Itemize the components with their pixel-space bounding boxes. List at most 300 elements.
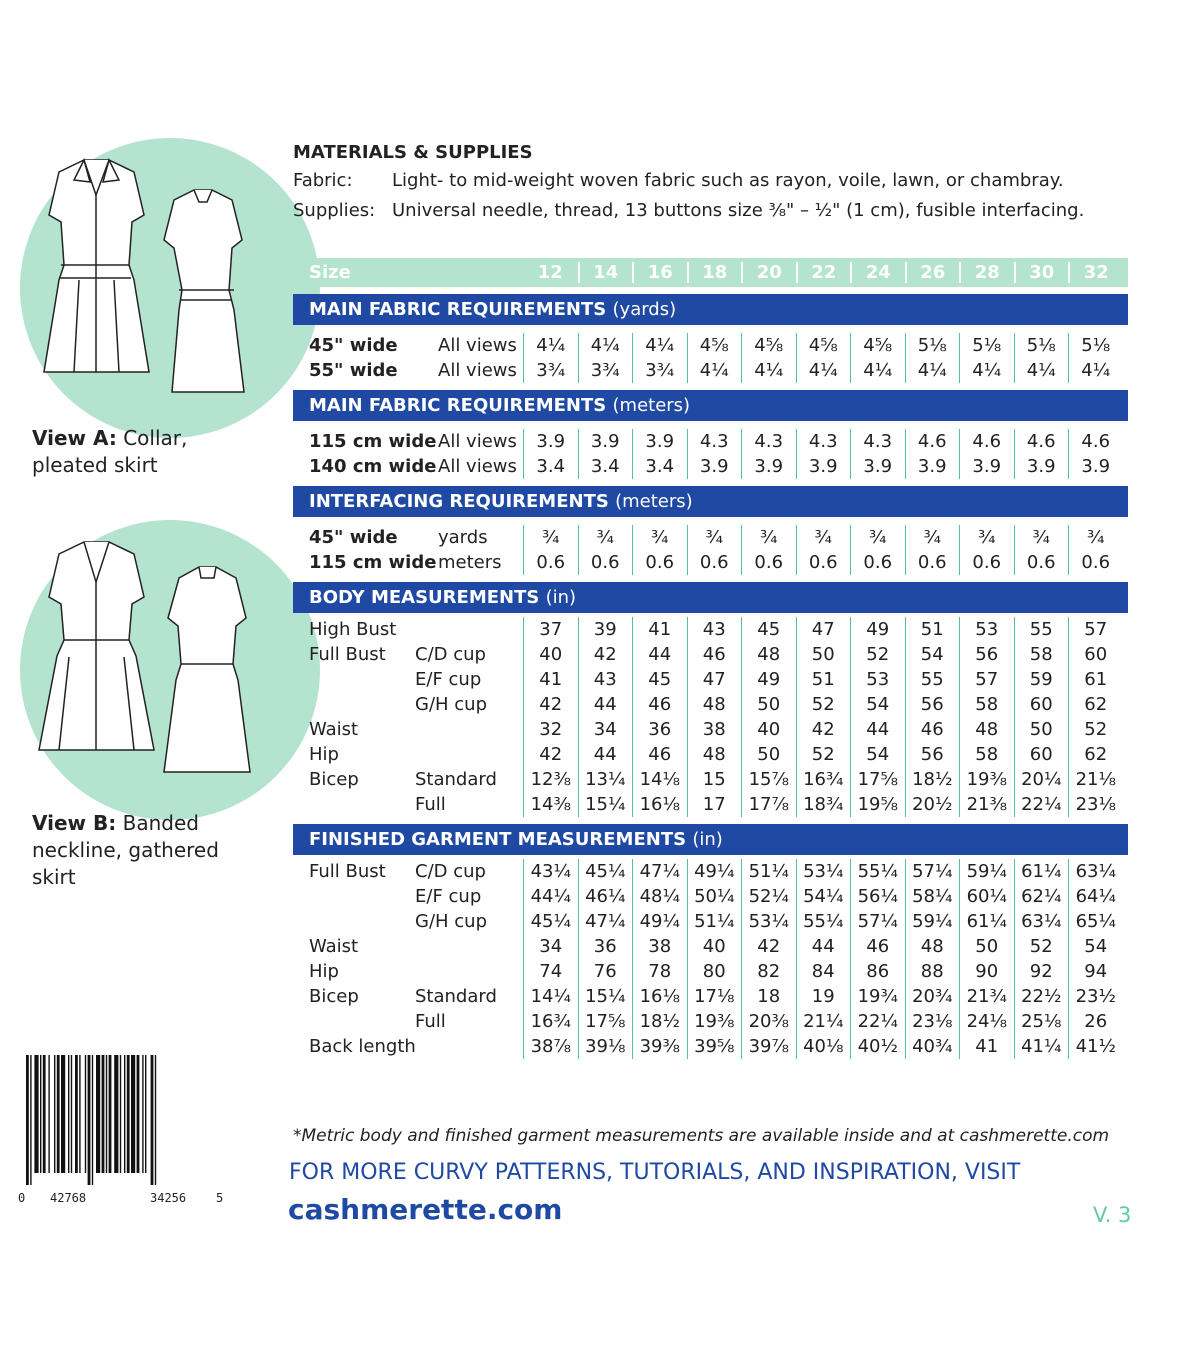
table-cell: ¾ [542, 527, 560, 548]
size-column [741, 429, 796, 479]
table-cell: 17⅞ [748, 794, 789, 815]
table-cell: 4⅝ [863, 335, 893, 356]
table-cell: 20¼ [1021, 769, 1062, 790]
table-cell: ¾ [1032, 527, 1050, 548]
barcode-bar [151, 1055, 154, 1185]
table-cell: 22¼ [857, 1011, 898, 1032]
table-cell: 53¼ [748, 911, 789, 932]
table-cell: 45 [757, 619, 781, 640]
table-cell: 62 [1084, 694, 1108, 715]
size-column [850, 429, 905, 479]
size-column [850, 525, 905, 575]
section-body [293, 421, 1128, 479]
table-cell: 39 [593, 619, 617, 640]
table-cell: 49¼ [639, 911, 680, 932]
table-cell: 55¼ [857, 861, 898, 882]
barcode-bar [120, 1055, 121, 1173]
materials-section [293, 140, 1153, 226]
table-cell: 4¼ [590, 335, 620, 356]
table-cell: 17 [702, 794, 726, 815]
row-label-sub: Standard [415, 986, 497, 1007]
table-cell: 51¼ [694, 911, 735, 932]
table-cell: 52 [1084, 719, 1108, 740]
size-column [1014, 429, 1069, 479]
table-cell: 82 [757, 961, 781, 982]
row-label-main: Hip [309, 744, 339, 765]
table-cell: 3.9 [1026, 456, 1056, 477]
barcode-bar [61, 1055, 65, 1173]
table-cell: 48 [702, 694, 726, 715]
section-title: INTERFACING REQUIREMENTS [309, 491, 609, 512]
table-cell: 42 [593, 644, 617, 665]
table-cell: 4.3 [754, 431, 784, 452]
table-cell: 4¼ [917, 360, 947, 381]
row-label-main: 140 cm wide [309, 456, 437, 477]
row-label [293, 792, 523, 817]
size-column [632, 859, 687, 1059]
row-labels [293, 525, 523, 575]
table-cell: 52 [811, 694, 835, 715]
barcode-bar [102, 1055, 105, 1173]
row-label-sub: Standard [415, 769, 497, 790]
table-cell: 3.9 [972, 456, 1002, 477]
table-cell: 55¼ [803, 911, 844, 932]
barcode-bar [145, 1055, 146, 1173]
row-label-main: 55" wide [309, 360, 398, 381]
size-column [741, 525, 796, 575]
row-label [293, 884, 523, 909]
row-label [293, 1034, 523, 1059]
table-cell: 40⅛ [803, 1036, 844, 1057]
table-cell: 39⅜ [639, 1036, 680, 1057]
section-body [293, 613, 1128, 817]
row-label-sub: E/F cup [415, 886, 482, 907]
section-unit: (meters) [615, 491, 693, 512]
row-label-main: 45" wide [309, 335, 398, 356]
table-cell: 14⅛ [639, 769, 680, 790]
table-cell: 3¾ [590, 360, 620, 381]
table-cell: 55 [920, 669, 944, 690]
table-cell: 59 [1029, 669, 1053, 690]
size-column [1068, 429, 1123, 479]
size-header-cell: 32 [1068, 262, 1123, 283]
table-cell: 49 [757, 669, 781, 690]
row-label-sub: yards [438, 527, 488, 548]
table-cell: 46 [648, 694, 672, 715]
table-cell: 62 [1084, 744, 1108, 765]
size-column [578, 429, 633, 479]
table-cell: 53 [866, 669, 890, 690]
table-cell: 80 [702, 961, 726, 982]
size-header-cell: 22 [796, 262, 851, 283]
table-cell: 56 [920, 694, 944, 715]
table-cell: 3¾ [536, 360, 566, 381]
row-label [293, 550, 523, 575]
table-cell: 50 [811, 644, 835, 665]
table-cell: 59¼ [966, 861, 1007, 882]
size-column [632, 617, 687, 817]
table-cell: 38 [648, 936, 672, 957]
table-cell: 54 [1084, 936, 1108, 957]
table-cell: 41½ [1075, 1036, 1116, 1057]
table-cell: ¾ [814, 527, 832, 548]
row-labels [293, 617, 523, 817]
table-cell: 23⅛ [912, 1011, 953, 1032]
barcode-bar [155, 1055, 156, 1185]
table-cell: 42 [811, 719, 835, 740]
table-cell: 88 [920, 961, 944, 982]
table-cell: 25⅛ [1021, 1011, 1062, 1032]
row-label-sub: meters [438, 552, 502, 573]
metric-footnote: *Metric body and finished garment measurements are available inside and at cashmerette.com [293, 1126, 1110, 1146]
table-cell: 15¼ [585, 794, 626, 815]
table-cell: 74 [539, 961, 563, 982]
size-column [741, 859, 796, 1059]
table-cell: 61¼ [966, 911, 1007, 932]
size-column [959, 429, 1014, 479]
size-column [523, 859, 578, 1059]
row-labels [293, 429, 523, 479]
view-b-caption [32, 810, 232, 891]
materials-supplies-row [293, 196, 1153, 226]
website-link[interactable]: cashmerette.com [288, 1193, 563, 1226]
table-cell: ¾ [923, 527, 941, 548]
table-cell: 41¼ [1021, 1036, 1062, 1057]
section-title: FINISHED GARMENT MEASUREMENTS [309, 829, 687, 850]
table-cell: 38 [702, 719, 726, 740]
table-cell: 4¼ [808, 360, 838, 381]
size-header-cell: 18 [687, 262, 742, 283]
size-column [1068, 525, 1123, 575]
table-cell: 0.6 [917, 552, 947, 573]
table-cell: 49 [866, 619, 890, 640]
table-cell: 55 [1029, 619, 1053, 640]
table-cell: 61¼ [1021, 861, 1062, 882]
table-cell: 0.6 [754, 552, 784, 573]
table-cell: 44 [866, 719, 890, 740]
barcode-bar [131, 1055, 135, 1173]
size-column [1014, 617, 1069, 817]
row-label-main: Bicep [309, 769, 359, 790]
fabric-text: Light- to mid-weight woven fabric such as rayon, voile, lawn, or chambray. [392, 170, 1064, 191]
size-column [632, 333, 687, 383]
section-title: MAIN FABRIC REQUIREMENTS [309, 299, 607, 320]
table-cell: 26 [1084, 1011, 1108, 1032]
table-cell: 39⅞ [748, 1036, 789, 1057]
barcode-bar [124, 1055, 125, 1173]
barcode-bar [68, 1055, 69, 1173]
size-column [523, 429, 578, 479]
size-column [1014, 333, 1069, 383]
table-cell: 21¾ [966, 986, 1007, 1007]
table-cell: 20¾ [912, 986, 953, 1007]
row-label [293, 859, 523, 884]
table-cell: 16⅛ [639, 986, 680, 1007]
table-cell: 4¼ [699, 360, 729, 381]
size-column [905, 859, 960, 1059]
size-column [523, 617, 578, 817]
table-cell: 5⅛ [1026, 335, 1056, 356]
table-cell: 3.9 [754, 456, 784, 477]
table-cell: 42 [539, 694, 563, 715]
table-cell: 23⅛ [1075, 794, 1116, 815]
barcode-bar [48, 1055, 49, 1173]
table-cell: 53¼ [803, 861, 844, 882]
size-column [1014, 525, 1069, 575]
table-cell: 21¼ [803, 1011, 844, 1032]
size-header-label: Size [309, 262, 351, 283]
table-cell: 0.6 [972, 552, 1002, 573]
row-label-main [293, 667, 309, 692]
table-cell: 46¼ [585, 886, 626, 907]
table-cell: 53 [975, 619, 999, 640]
table-cell: 4.3 [863, 431, 893, 452]
section-header [293, 824, 1128, 855]
size-column [796, 525, 851, 575]
table-cell: 38⅞ [530, 1036, 571, 1057]
size-column [687, 617, 742, 817]
row-label [293, 429, 523, 454]
size-header-cell: 20 [741, 262, 796, 283]
table-cell: 12⅜ [530, 769, 571, 790]
barcode-bar [106, 1055, 107, 1173]
table-cell: 20½ [912, 794, 953, 815]
section-header [293, 294, 1128, 325]
barcode-bar [88, 1055, 91, 1185]
row-label [293, 767, 523, 792]
table-cell: 4¼ [972, 360, 1002, 381]
size-header-cell: 26 [905, 262, 960, 283]
row-label-sub: G/H cup [415, 694, 487, 715]
table-cell: 4⅝ [754, 335, 784, 356]
table-cell: 44¼ [530, 886, 571, 907]
row-labels [293, 333, 523, 383]
row-label [293, 333, 523, 358]
barcode-digits-left: 42768 [50, 1191, 87, 1205]
table-cell: 48¼ [639, 886, 680, 907]
table-cell: 65¼ [1075, 911, 1116, 932]
table-cell: 4.6 [917, 431, 947, 452]
table-cell: 48 [920, 936, 944, 957]
table-cell: 4.6 [972, 431, 1002, 452]
table-cell: 57¼ [857, 911, 898, 932]
upc-barcode [22, 1055, 227, 1185]
table-cell: ¾ [705, 527, 723, 548]
barcode-bar [34, 1055, 38, 1173]
section-unit: (yards) [612, 299, 677, 320]
barcode-bar [142, 1055, 143, 1173]
row-label-sub: All views [438, 456, 517, 477]
table-cell: 78 [648, 961, 672, 982]
table-cell: 42 [757, 936, 781, 957]
size-column [796, 617, 851, 817]
table-cell: 46 [702, 644, 726, 665]
size-column [905, 617, 960, 817]
size-column [687, 333, 742, 383]
size-column [632, 429, 687, 479]
table-cell: 19 [811, 986, 835, 1007]
table-cell: 19⅝ [857, 794, 898, 815]
row-label [293, 525, 523, 550]
size-header-cell: 12 [537, 262, 563, 283]
table-cell: 34 [593, 719, 617, 740]
table-cell: 17⅝ [585, 1011, 626, 1032]
table-cell: 40½ [857, 1036, 898, 1057]
table-cell: 21⅛ [1075, 769, 1116, 790]
barcode-bar [54, 1055, 55, 1173]
table-cell: 3.9 [808, 456, 838, 477]
table-cell: 18½ [639, 1011, 680, 1032]
size-column [687, 859, 742, 1059]
table-cell: 0.6 [590, 552, 620, 573]
section-unit: (in) [545, 587, 577, 608]
row-label-main: 115 cm wide [309, 431, 437, 452]
row-label [293, 642, 523, 667]
row-label-main: Hip [309, 961, 339, 982]
table-cell: 39⅝ [694, 1036, 735, 1057]
table-cell: 60 [1084, 644, 1108, 665]
table-cell: 54 [866, 694, 890, 715]
table-cell: 58¼ [912, 886, 953, 907]
row-label [293, 959, 523, 984]
table-cell: 47 [811, 619, 835, 640]
table-cell: 4¼ [754, 360, 784, 381]
row-label [293, 717, 523, 742]
row-label-main: Back length [309, 1036, 416, 1057]
table-cell: 56 [975, 644, 999, 665]
view-a-caption [32, 425, 232, 479]
table-cell: 19⅜ [694, 1011, 735, 1032]
view-a-desc: Collar, pleated skirt [32, 426, 188, 477]
size-column [959, 525, 1014, 575]
table-cell: 46 [866, 936, 890, 957]
barcode-bar [127, 1055, 130, 1173]
table-cell: 52 [811, 744, 835, 765]
row-label-main: Full Bust [309, 644, 386, 665]
table-cell: 50¼ [694, 886, 735, 907]
table-cell: 58 [975, 744, 999, 765]
barcode-bar [114, 1055, 118, 1173]
table-cell: 45¼ [530, 911, 571, 932]
table-cell: 15 [702, 769, 726, 790]
view-b-dress-illustration [24, 522, 264, 792]
table-cell: 37 [539, 619, 563, 640]
table-cell: 62¼ [1021, 886, 1062, 907]
size-column [796, 859, 851, 1059]
size-column [905, 525, 960, 575]
table-cell: 14⅜ [530, 794, 571, 815]
size-column [905, 429, 960, 479]
table-cell: 43¼ [530, 861, 571, 882]
table-cell: 23½ [1075, 986, 1116, 1007]
table-cell: 19⅜ [966, 769, 1007, 790]
table-cell: 3.9 [590, 431, 620, 452]
table-cell: 40 [539, 644, 563, 665]
table-cell: 3.9 [645, 431, 675, 452]
size-column [959, 617, 1014, 817]
table-cell: 50 [757, 694, 781, 715]
row-label-main [293, 909, 309, 934]
table-cell: 22¼ [1021, 794, 1062, 815]
row-label-sub: E/F cup [415, 669, 482, 690]
table-cell: 48 [702, 744, 726, 765]
size-header-cell: 16 [632, 262, 687, 283]
section-header [293, 486, 1128, 517]
view-b-desc: Banded neckline, gathered skirt [32, 811, 219, 889]
table-cell: 3.4 [590, 456, 620, 477]
table-cell: 14¼ [530, 986, 571, 1007]
table-cell: 4.6 [1026, 431, 1056, 452]
row-label-main [293, 792, 309, 817]
table-cell: 60 [1029, 694, 1053, 715]
table-cell: 16⅛ [639, 794, 680, 815]
barcode-bar [40, 1055, 41, 1173]
table-cell: 52¼ [748, 886, 789, 907]
table-cell: 59¼ [912, 911, 953, 932]
size-chart-table [293, 258, 1128, 1059]
table-cell: 16¾ [530, 1011, 571, 1032]
row-label-main [293, 692, 309, 717]
size-column [1068, 333, 1123, 383]
table-cell: 40¾ [912, 1036, 953, 1057]
size-column [905, 333, 960, 383]
table-cell: 64¼ [1075, 886, 1116, 907]
table-cell: ¾ [596, 527, 614, 548]
table-cell: 44 [811, 936, 835, 957]
table-cell: 18½ [912, 769, 953, 790]
table-cell: 20⅜ [748, 1011, 789, 1032]
table-cell: 0.6 [699, 552, 729, 573]
table-cell: 3.4 [645, 456, 675, 477]
view-a-label: View A: [32, 426, 117, 450]
row-label [293, 667, 523, 692]
row-label-sub: All views [438, 335, 517, 356]
section-header [293, 582, 1128, 613]
barcode-bar [43, 1055, 46, 1173]
table-cell: 4.3 [699, 431, 729, 452]
table-cell: 42 [539, 744, 563, 765]
row-label-sub: Full [415, 794, 446, 815]
barcode-bar [109, 1055, 112, 1173]
barcode-bar [75, 1055, 78, 1173]
table-cell: 57 [1084, 619, 1108, 640]
table-cell: 5⅛ [972, 335, 1002, 356]
row-label [293, 934, 523, 959]
size-column [741, 333, 796, 383]
size-column [850, 859, 905, 1059]
section-body [293, 517, 1128, 575]
table-cell: 41 [648, 619, 672, 640]
table-cell: 4⅝ [699, 335, 729, 356]
table-cell: 16¾ [803, 769, 844, 790]
table-cell: 49¼ [694, 861, 735, 882]
table-cell: 50 [975, 936, 999, 957]
table-cell: 52 [1029, 936, 1053, 957]
barcode-bar [57, 1055, 60, 1173]
table-cell: 50 [1029, 719, 1053, 740]
row-label-sub: C/D cup [415, 861, 486, 882]
size-column [578, 859, 633, 1059]
row-label-sub: All views [438, 431, 517, 452]
table-cell: 45¼ [585, 861, 626, 882]
table-cell: 58 [975, 694, 999, 715]
size-column [632, 525, 687, 575]
table-cell: 0.6 [1081, 552, 1111, 573]
barcode-digits-right: 34256 [150, 1191, 187, 1205]
table-cell: 4¼ [536, 335, 566, 356]
row-label [293, 1009, 523, 1034]
size-column [523, 333, 578, 383]
